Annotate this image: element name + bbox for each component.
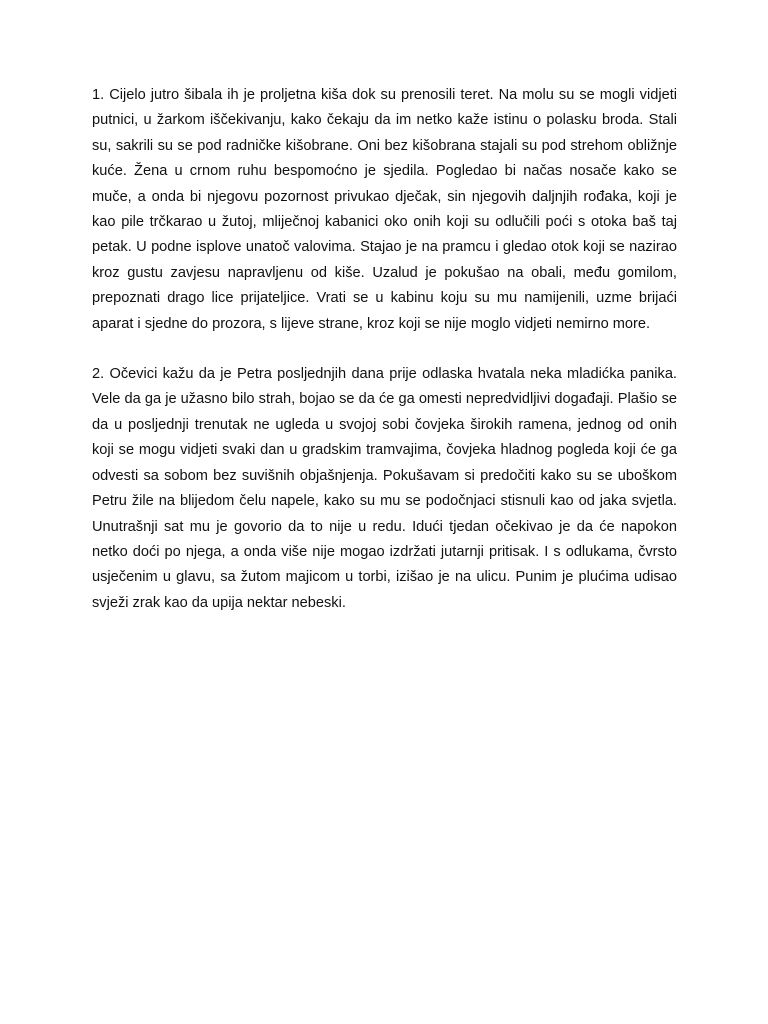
paragraph-2: 2. Očevici kažu da je Petra posljednjih dana prije odlaska hvatala neka mladićka panika. Vele da ga je užasno bilo strah, bojao se da će ga omesti nepredvidljivi događaji. Plašio se da u posljednji trenutak ne ugleda u svojoj sobi čovjeka širokih ramena, jednog od onih koji se mogu vidjeti svaki dan u gradskim tramvajima, čovjeka hladnog pogleda koji će ga odvesti sa sobom bez suvišnih objašnjenja. Pokušavam si predočiti kako su se uboškom Petru žile na blijedom čelu napele, kako su mu se podočnjaci stisnuli kao od jaka svjetla. Unutrašnji sat mu je govorio da to nije u redu. Idući tjedan očekivao je da će napokon netko doći po njega, a onda više nije mogao izdržati jutarnji pritisak. I s odlukama, čvrsto usječenim u glavu, sa žutom majicom u torbi, izišao je na ulicu. Punim je plućima udisao svježi zrak kao da upija nektar nebeski.: [92, 366, 677, 611]
paragraph-1: 1. Cijelo jutro šibala ih je proljetna kiša dok su prenosili teret. Na molu su se mogli vidjeti putnici, u žarkom iščekivanju, kako čekaju da im netko kaže istinu o polasku broda. Stali su, sakrili su se pod radničke kišobrane. Oni bez kišobrana stajali su pod strehom obližnje kuće. Žena u crnom ruhu bespomoćno je sjedila. Pogledao bi načas nosače kako se muče, a onda bi njegovu pozornost privukao dječak, sin njegovih daljnjih rođaka, koji je kao pile trčkarao u žutoj, mliječnoj kabanici oko onih koji su odlučili poći s otoka baš taj petak. U podne isplove unatoč valovima. Stajao je na pramcu i gledao otok koji se nazirao kroz gustu zavjesu napravljenu od kiše. Uzalud je pokušao na obali, među gomilom, prepoznati drago lice prijateljice. Vrati se u kabinu koju su mu namijenili, uzme brijaći aparat i sjedne do prozora, s lijeve strane, kroz koji se nije moglo vidjeti nemirno more.: [92, 87, 677, 332]
document-body: [92, 83, 677, 616]
